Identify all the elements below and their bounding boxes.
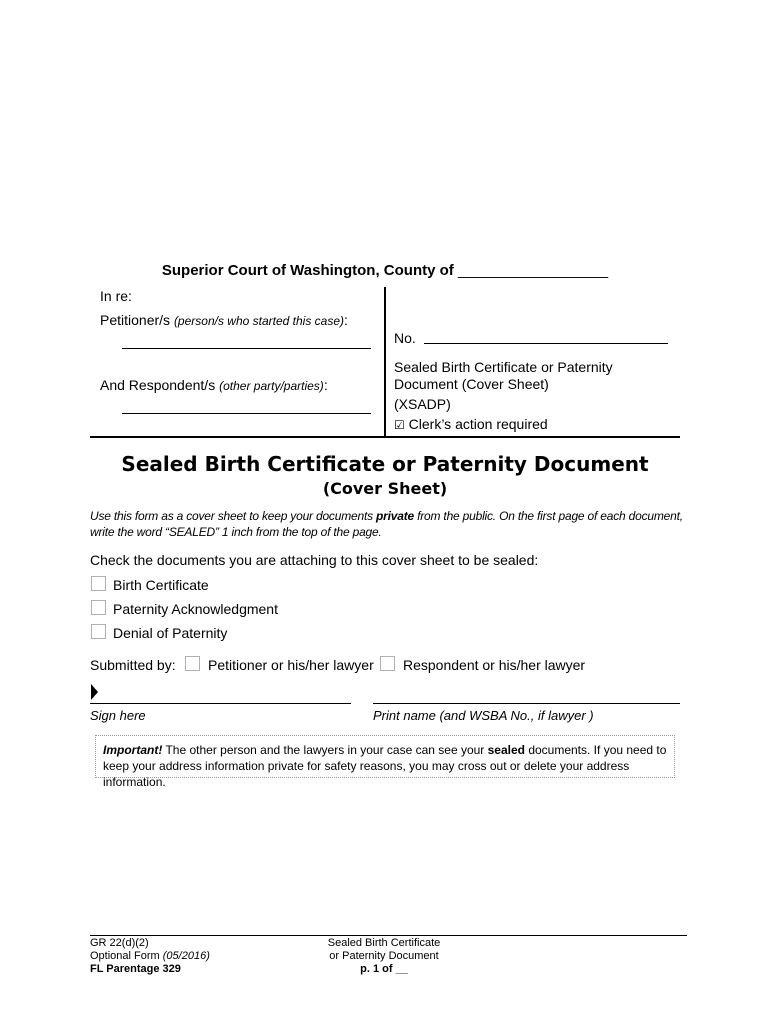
court-title [0, 262, 770, 279]
clerk-action-text: Clerk’s action required [408, 416, 548, 432]
intro-text [90, 508, 690, 540]
footer-rule [90, 935, 687, 936]
doc-name-line1: Sealed Birth Certificate or Paternity [394, 359, 613, 375]
birth-certificate-checkbox[interactable] [91, 576, 106, 591]
footer-center-line2: or Paternity Document [329, 950, 439, 962]
intro-part1: Use this form as a cover sheet to keep your documents [90, 509, 377, 523]
respondent-note: (other party/parties) [219, 379, 324, 393]
court-name: Superior Court of Washington, County of [161, 262, 454, 279]
doc-name-line2: Document (Cover Sheet) [394, 376, 549, 392]
paternity-acknowledgment-label: Paternity Acknowledgment [113, 601, 278, 617]
footer-form-code: FL Parentage 329 [90, 963, 181, 975]
sign-here-label: Sign here [90, 708, 146, 723]
intro-bold: private [376, 509, 414, 523]
footer-center [284, 937, 484, 976]
petitioner-note: (person/s who started this case) [173, 314, 345, 328]
respondent-colon: : [323, 377, 328, 393]
respondent-option-label: Respondent or his/her lawyer [403, 657, 586, 673]
footer-center-line1: Sealed Birth Certificate [327, 937, 441, 949]
petitioner-colon: : [344, 312, 348, 328]
denial-of-paternity-checkbox[interactable] [91, 624, 106, 639]
case-number-line[interactable] [424, 343, 668, 344]
clerk-action-line [394, 416, 548, 432]
checklist-prompt: Check the documents you are attaching to this cover sheet to be sealed: [90, 552, 539, 568]
footer-optional-label: Optional Form [90, 950, 160, 962]
petitioner-option-label: Petitioner or his/her lawyer [208, 657, 374, 673]
footer-optional-form [90, 950, 210, 963]
caption-bottom-rule [90, 436, 680, 438]
petitioner-checkbox[interactable] [185, 656, 200, 671]
petitioner-label-line [100, 312, 348, 328]
footer-rule-ref: GR 22(d)(2) [90, 937, 149, 949]
birth-certificate-label: Birth Certificate [113, 577, 209, 593]
footer-form-date: (05/2016) [162, 950, 210, 962]
respondent-checkbox[interactable] [380, 656, 395, 671]
important-bold: sealed [487, 743, 525, 757]
caption-divider [384, 287, 386, 437]
important-notice [95, 735, 675, 789]
clerk-checkbox-icon: ☑ [394, 418, 405, 432]
document-subtitle: (Cover Sheet) [322, 479, 448, 498]
submitted-by-label: Submitted by: [90, 657, 176, 673]
sign-here-arrow-icon [91, 684, 98, 700]
important-lead: Important! [103, 743, 163, 757]
paternity-acknowledgment-checkbox[interactable] [91, 600, 106, 615]
important-text1: The other person and the lawyers in your case can see your [162, 743, 488, 757]
respondent-label: And Respondent/s [100, 377, 216, 393]
print-name-label: Print name (and WSBA No., if lawyer ) [373, 708, 594, 723]
signature-line[interactable] [90, 703, 351, 704]
respondent-label-line [100, 377, 328, 393]
petitioner-name-line[interactable] [122, 348, 371, 349]
county-blank: __________________ [457, 262, 609, 279]
respondent-name-line[interactable] [122, 413, 371, 414]
in-re-label: In re: [100, 288, 132, 304]
case-no-label: No. [394, 330, 416, 346]
important-text2: documents. If you need to keep your address information private for safety reasons, you may cross out or delete your address information. [103, 743, 667, 789]
intro-part2: from the public. On the first page of each document, write the word “SEALED” 1 inch from the top of the page. [90, 509, 683, 539]
footer-page-number: p. 1 of __ [360, 963, 408, 975]
footer-left [90, 937, 210, 976]
doc-code: (XSADP) [394, 396, 451, 412]
denial-of-paternity-label: Denial of Paternity [113, 625, 228, 641]
print-name-line[interactable] [373, 703, 680, 704]
petitioner-label: Petitioner/s [100, 312, 171, 328]
document-title: Sealed Birth Certificate or Paternity Document [121, 452, 649, 476]
